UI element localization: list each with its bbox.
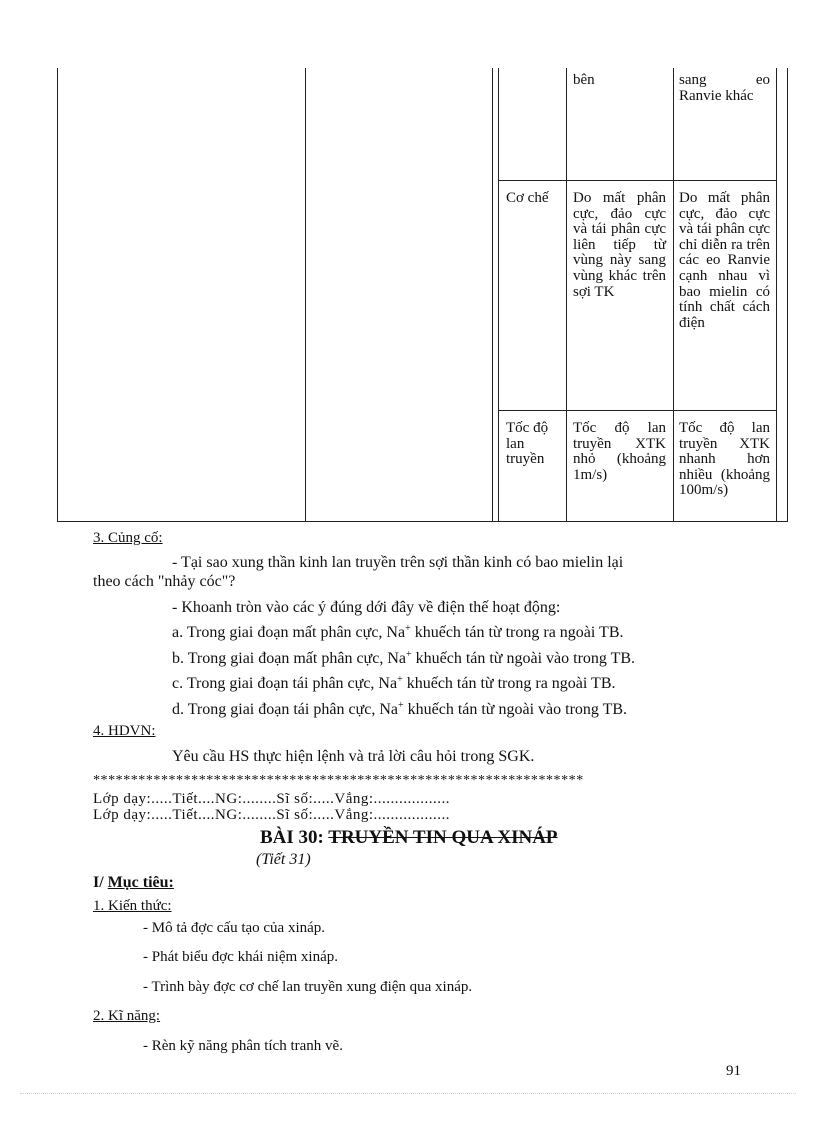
table-cell: Tốc độ lan truyền XTK nhanh hơn nhiều (khoảng 100m/s) [679, 420, 770, 499]
class-info-line: Lớp dạy:.....Tiết....NG:........Sĩ số:.....Vắng:.................. [93, 791, 451, 807]
option-b: b. Trong giai đoạn mất phân cực, Na+ khuếch tán từ ngoài vào trong TB. [172, 649, 636, 667]
page-bottom-border [20, 1093, 796, 1094]
knowledge-item: - Phát biểu đợc khái niệm xináp. [143, 949, 338, 965]
table-row-divider-1 [498, 180, 776, 181]
table-cell: Tốc độ lan truyền XTK nhỏ (khoảng 1m/s) [573, 420, 666, 483]
option-c: c. Trong giai đoạn tái phân cực, Na+ khuếch tán từ trong ra ngoài TB. [172, 674, 616, 692]
table-row-label: Tốc độ lan truyền [506, 420, 549, 468]
table-cell: bên [573, 72, 595, 88]
option-a: a. Trong giai đoạn mất phân cực, Na+ khuếch tán từ trong ra ngoài TB. [172, 623, 624, 641]
question-1-line-2: theo cách "nhảy cóc"? [93, 573, 236, 590]
knowledge-heading: 1. Kiến thức: [93, 898, 172, 914]
lesson-title: BÀI 30: TRUYỀN TIN QUA XINÁP [260, 827, 558, 848]
table-cell: Do mất phân cực, đảo cực và tái phân cực liên tiếp từ vùng này sang vùng khác trên sợi TK [573, 190, 666, 300]
question-1-line-1: - Tại sao xung thần kinh lan truyền trên sợi thần kinh có bao mielin lại [172, 554, 624, 571]
knowledge-item: - Trình bày đợc cơ chế lan truyền xung điện qua xináp. [143, 979, 473, 995]
skills-heading: 2. Kĩ năng: [93, 1008, 161, 1024]
table-border-col2 [305, 68, 306, 522]
question-2: - Khoanh tròn vào các ý đúng dới đây về điện thế hoạt động: [172, 599, 561, 616]
section-heading-hdvn: 4. HDVN: [93, 723, 156, 739]
table-cell: sang eo Ranvie khác [679, 72, 770, 104]
option-d: d. Trong giai đoạn tái phân cực, Na+ khuếch tán từ ngoài vào trong TB. [172, 700, 628, 718]
table-border-bottom [57, 521, 788, 522]
page-number: 91 [726, 1063, 741, 1079]
table-border-left [57, 68, 58, 522]
class-info-line: Lớp dạy:.....Tiết....NG:........Sĩ số:.....Vắng:.................. [93, 807, 451, 823]
objectives-heading: I/ Mục tiêu: [93, 874, 174, 891]
table-border-right-a [776, 68, 777, 522]
table-border-col4 [566, 68, 567, 522]
lesson-period: (Tiết 31) [256, 851, 311, 868]
skills-item: - Rèn kỹ năng phân tích tranh vẽ. [143, 1038, 343, 1054]
table-cell: Do mất phân cực, đảo cực và tái phân cực chỉ diễn ra trên các eo Ranvie cạnh nhau vì bao mielin có tính chất cách điện [679, 190, 771, 331]
table-border-col3a [492, 68, 493, 522]
table-border-col3b [498, 68, 499, 522]
hdvn-text: Yêu cầu HS thực hiện lệnh và trả lời câu hỏi trong SGK. [172, 748, 535, 765]
section-heading-cung-co: 3. Củng cố: [93, 530, 163, 546]
table-row-divider-2 [498, 410, 776, 411]
separator-stars: ***************************************************************** [93, 773, 584, 788]
table-row-label: Cơ chế [506, 190, 549, 206]
knowledge-item: - Mô tả đợc cấu tạo của xináp. [143, 920, 326, 936]
table-border-right-b [787, 68, 788, 522]
table-border-col5 [673, 68, 674, 522]
